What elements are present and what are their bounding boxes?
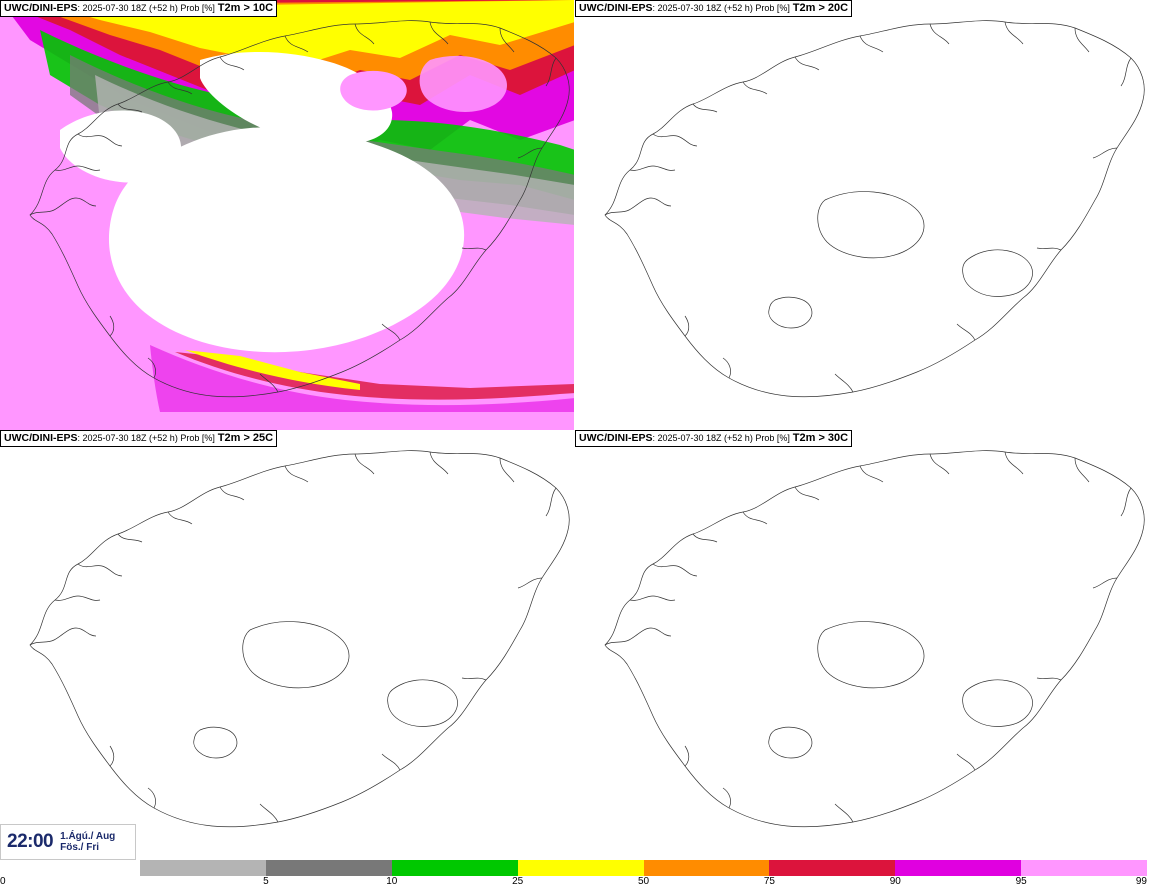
threshold-label: T2m > 25C: [217, 432, 274, 444]
model-label: UWC/DINI-EPS: [579, 432, 653, 444]
map-panel-t2m-gt-10c[interactable]: [0, 0, 575, 430]
colorbar-tick-label: 95: [1015, 876, 1027, 887]
colorbar-tick-label: 75: [763, 876, 775, 887]
colorbar-segment: [1021, 860, 1147, 876]
colorbar-segment: [518, 860, 644, 876]
model-label: UWC/DINI-EPS: [579, 2, 653, 14]
map-canvas: [575, 0, 1150, 430]
threshold-label: T2m > 20C: [792, 2, 849, 14]
run-label: : 2025-07-30 18Z (+52 h) Prob [%]: [77, 3, 215, 13]
iceland-map-shaded: [0, 0, 575, 430]
map-canvas: [575, 430, 1150, 860]
colorbar-segment: [895, 860, 1021, 876]
model-label: UWC/DINI-EPS: [4, 432, 78, 444]
valid-date-line1: 1.Ágú./ Aug: [60, 830, 116, 842]
colorbar-tick-label: 90: [889, 876, 901, 887]
colorbar-segment: [392, 860, 518, 876]
panel-title: [575, 0, 852, 17]
colorbar-tick-label: 5: [263, 876, 269, 887]
run-label: : 2025-07-30 18Z (+52 h) Prob [%]: [77, 433, 215, 443]
map-canvas: [0, 430, 575, 860]
colorbar-segment: [644, 860, 770, 876]
run-label: : 2025-07-30 18Z (+52 h) Prob [%]: [652, 3, 790, 13]
colorbar-tick-label: 0: [0, 876, 6, 887]
colorbar-ticks: [0, 876, 1150, 891]
valid-date: [53, 831, 115, 854]
colorbar: [140, 860, 1147, 876]
valid-time-box: [0, 824, 136, 860]
colorbar-segment: [140, 860, 266, 876]
colorbar-tick-label: 50: [637, 876, 650, 887]
colorbar-segment: [769, 860, 895, 876]
iceland-map-blank: [575, 430, 1150, 860]
map-panel-t2m-gt-25c[interactable]: [0, 430, 575, 860]
iceland-map-blank: [0, 430, 575, 860]
colorbar-tick-label: 99: [1135, 876, 1147, 887]
colorbar-tick-label: 25: [512, 876, 524, 887]
valid-date-line2: Fös./ Fri: [60, 842, 100, 853]
colorbar-segment: [266, 860, 392, 876]
model-label: UWC/DINI-EPS: [4, 2, 78, 14]
run-label: : 2025-07-30 18Z (+52 h) Prob [%]: [652, 433, 790, 443]
panel-title: [575, 430, 852, 447]
threshold-label: T2m > 10C: [217, 2, 274, 14]
iceland-map-blank: [575, 0, 1150, 430]
map-panel-t2m-gt-30c[interactable]: [575, 430, 1150, 860]
colorbar-tick-label: 10: [386, 876, 398, 887]
map-canvas: [0, 0, 575, 430]
threshold-label: T2m > 30C: [792, 432, 849, 444]
map-panel-t2m-gt-20c[interactable]: [575, 0, 1150, 430]
valid-time: 22:00: [7, 831, 54, 852]
panel-title: [0, 0, 277, 17]
panel-title: [0, 430, 277, 447]
